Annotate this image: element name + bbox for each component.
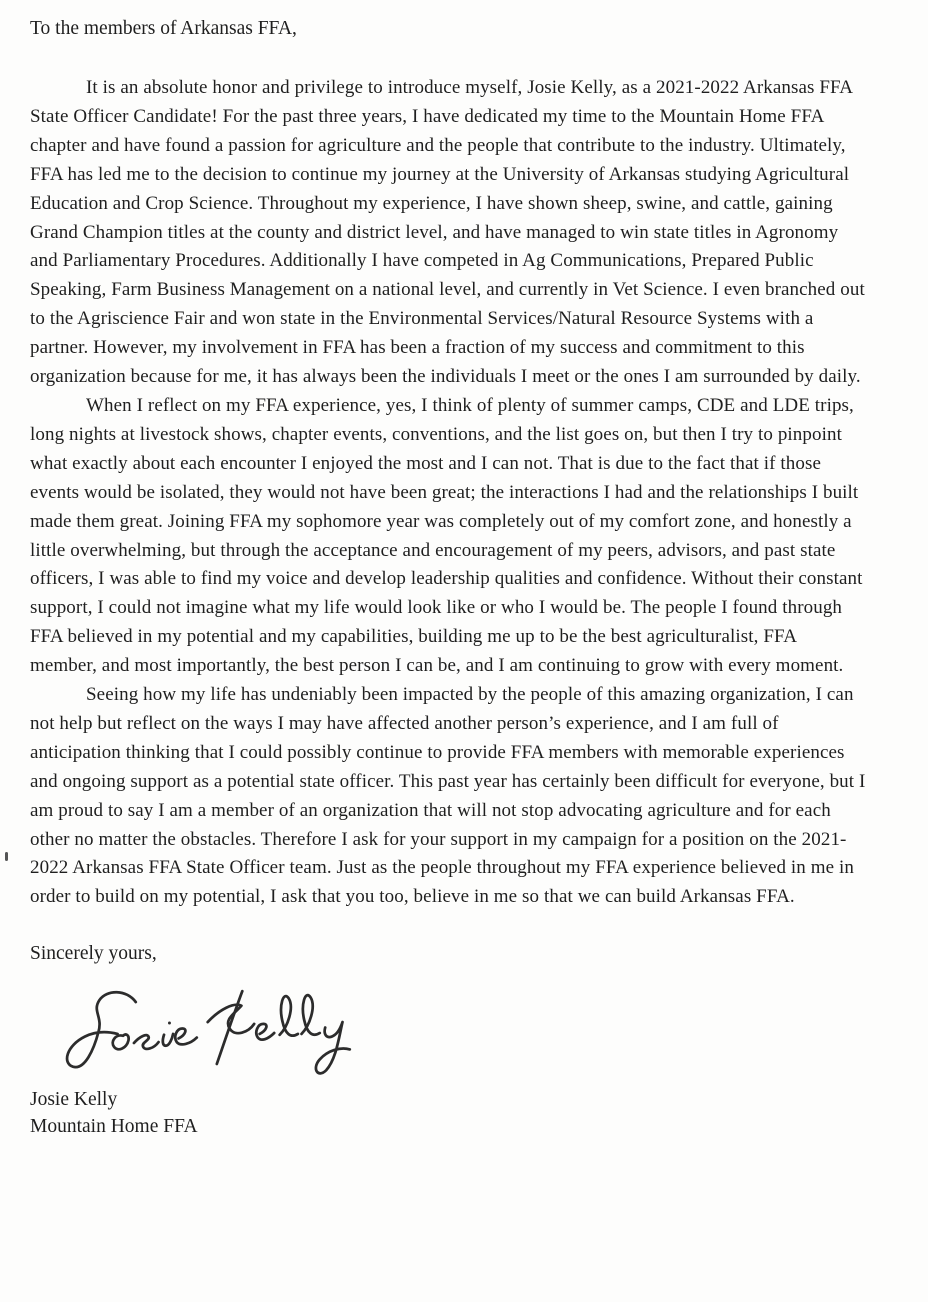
- letter-body: [30, 74, 866, 912]
- salutation: To the members of Arkansas FFA,: [30, 18, 297, 39]
- signed-name: Josie Kelly: [30, 1088, 118, 1110]
- signature-ink-strokes: [40, 982, 390, 1084]
- closing-line: Sincerely yours,: [30, 943, 157, 965]
- scan-artifact-mark: [5, 852, 8, 861]
- paragraph-reflection: When I reflect on my FFA experience, yes, I think of plenty of summer camps, CDE and LDE trips, long nights at livestock shows, chapter events, conventions, and the list goes on, but then I try to pinpoint what exactly about each encounter I enjoyed the most and I can not. That is due to the fact that if those events would be isolated, they would not have been great; the interactions I had and the relationships I built made them great. Joining FFA my sophomore year was completely out of my comfort zone, and honestly a little overwhelming, but through the acceptance and encouragement of my peers, advisors, and past state officers, I was able to find my voice and develop leadership qualities and confidence. Without their constant support, I could not imagine what my life would look like or who I would be. The people I found through FFA believed in my potential and my capabilities, building me up to be the best agriculturalist, FFA member, and most importantly, the best person I can be, and I am continuing to grow with every moment.: [30, 394, 863, 677]
- paragraph-introduction: It is an absolute honor and privilege to introduce myself, Josie Kelly, as a 2021-2022 Arkansas FFA State Officer Candidate! For the past three years, I have dedicated my time to the Mountain Home FFA chapter and have found a passion for agriculture and the people that contribute to the industry. Ultimately, FFA has led me to the decision to continue my journey at the University of Arkansas studying Agricultural Education and Crop Science. Throughout my experience, I have shown sheep, swine, and cattle, gaining Grand Champion titles at the county and district level, and have managed to win state titles in Agronomy and Parliamentary Procedures. Additionally I have competed in Ag Communications, Prepared Public Speaking, Farm Business Management on a national level, and currently in Vet Science. I even branched out to the Agriscience Fair and won state in the Environmental Services/Natural Resource Systems with a partner. However, my involvement in FFA has been a fraction of my success and commitment to this organization because for me, it has always been the individuals I meet or the ones I am surrounded by daily.: [30, 77, 865, 388]
- signed-organization: Mountain Home FFA: [30, 1115, 198, 1137]
- paragraph-appeal: Seeing how my life has undeniably been impacted by the people of this amazing organization, I can not help but reflect on the ways I may have affected another person’s experience, and I am full of anticipation thinking that I could possibly continue to provide FFA members with memorable experiences and ongoing support as a potential state officer. This past year has certainly been difficult for everyone, but I am proud to say I am a member of an organization that will not stop advocating agriculture and for each other no matter the obstacles. Therefore I ask for your support in my campaign for a position on the 2021-2022 Arkansas FFA State Officer team. Just as the people throughout my FFA experience believed in me in order to build on my potential, I ask that you too, believe in me so that we can build Arkansas FFA.: [30, 684, 866, 908]
- signature-josie-kelly: [40, 982, 928, 1084]
